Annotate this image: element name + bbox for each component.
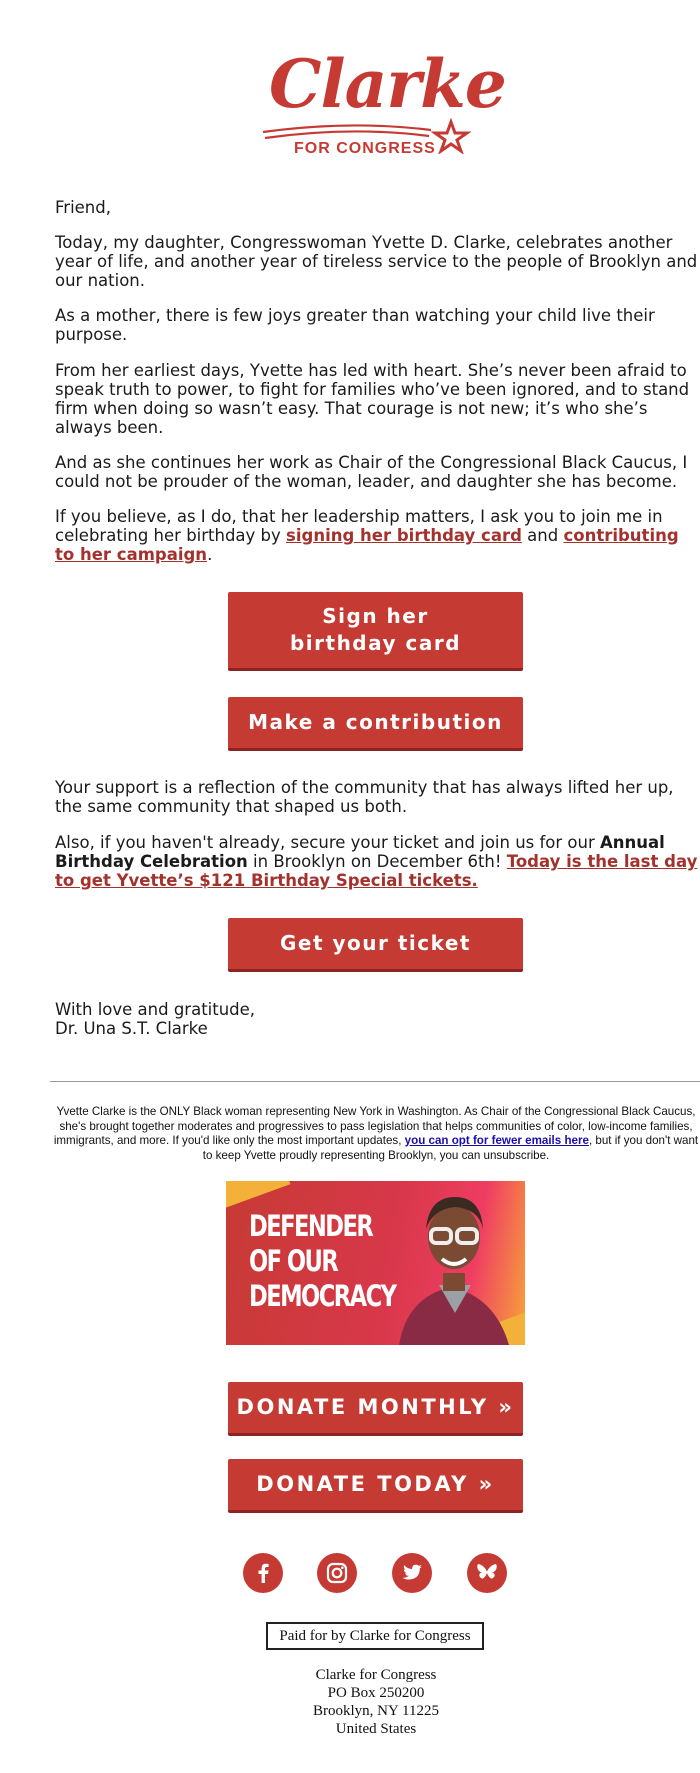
contribute-link[interactable]: contributing to her campaign <box>55 526 679 564</box>
sign-card-link[interactable]: signing her birthday card <box>286 526 522 545</box>
sign-card-button[interactable]: Sign her birthday card <box>228 592 523 671</box>
footer-divider <box>50 1081 700 1082</box>
instagram-icon[interactable] <box>317 1553 357 1593</box>
address-line: Clarke for Congress <box>315 1667 437 1683</box>
address-line: PO Box 250200 <box>327 1685 425 1701</box>
make-contribution-button[interactable]: Make a contribution <box>228 697 523 751</box>
bluesky-icon[interactable] <box>467 1553 507 1593</box>
defender-banner[interactable] <box>226 1181 525 1345</box>
get-ticket-button[interactable]: Get your ticket <box>228 918 523 972</box>
address-line: United States <box>335 1721 417 1737</box>
letter-closing: With love and gratitude, <box>55 1000 256 1019</box>
ticket-link[interactable]: Today is the last day to get Yvette’s $121 Birthday Special tickets. <box>55 852 698 890</box>
letter-paragraph-3: From her earliest days, Yvette has led with heart. She’s never been afraid to speak truth to power, to fight for families who’ve been ignored, and to stand firm when doing so wasn’t easy. That courage is not new; it’s who she’s always been. <box>55 361 690 437</box>
mailing-address <box>226 1666 526 1738</box>
paid-for-notice: Paid for by Clarke for Congress <box>266 1622 484 1650</box>
letter-signature: Dr. Una S.T. Clarke <box>55 1019 208 1038</box>
letter-paragraph-2: As a mother, there is few joys greater than watching your child live their purpose. <box>55 306 655 344</box>
logo-script-text: Clarke <box>269 45 506 123</box>
letter-paragraph-1: Today, my daughter, Congresswoman Yvette D. Clarke, celebrates another year of life, and another year of tireless service to the people of Brooklyn and our nation. <box>55 233 698 290</box>
footer-disclaimer: Yvette Clarke is the ONLY Black woman representing New York in Washington. As Chair of the Congressional Black Caucus, she's brought together moderates and progressives to pass legislation that helps communities of color, low-income families, immigrants, and more. If you'd like only the most important updates, you can opt for fewer emails here, but if you don't want to keep Yvette proudly representing Brooklyn, you can unsubscribe. <box>53 1105 699 1162</box>
banner-headline: DEFENDER OF OUR DEMOCRACY <box>249 1209 396 1313</box>
fewer-emails-link[interactable]: you can opt for fewer emails here <box>404 1134 589 1147</box>
letter-greeting: Friend, <box>55 198 111 217</box>
letter-paragraph-7: Also, if you haven't already, secure your ticket and join us for our Annual Birthday Celebration in Brooklyn on December 6th! Today is the last day to get Yvette’s $121 Birthday Special tickets. <box>55 833 698 890</box>
letter-paragraph-4: And as she continues her work as Chair of the Congressional Black Caucus, I could not be prouder of the woman, leader, and daughter she has become. <box>55 453 688 491</box>
logo-sub-text: FOR CONGRESS <box>294 140 436 157</box>
donate-today-button[interactable]: DONATE TODAY » <box>228 1459 523 1513</box>
address-line: Brooklyn, NY 11225 <box>313 1703 439 1719</box>
donate-monthly-button[interactable]: DONATE MONTHLY » <box>228 1382 523 1436</box>
facebook-icon[interactable] <box>243 1553 283 1593</box>
letter-paragraph-6: Your support is a reflection of the community that has always lifted her up, the same community that shaped us both. <box>55 778 674 816</box>
twitter-icon[interactable] <box>392 1553 432 1593</box>
candidate-photo <box>389 1185 519 1345</box>
letter-paragraph-5: If you believe, as I do, that her leadership matters, I ask you to join me in celebrating her birthday by signing her birthday card and contributing to her campaign. <box>55 507 679 564</box>
clarke-logo <box>261 44 506 159</box>
